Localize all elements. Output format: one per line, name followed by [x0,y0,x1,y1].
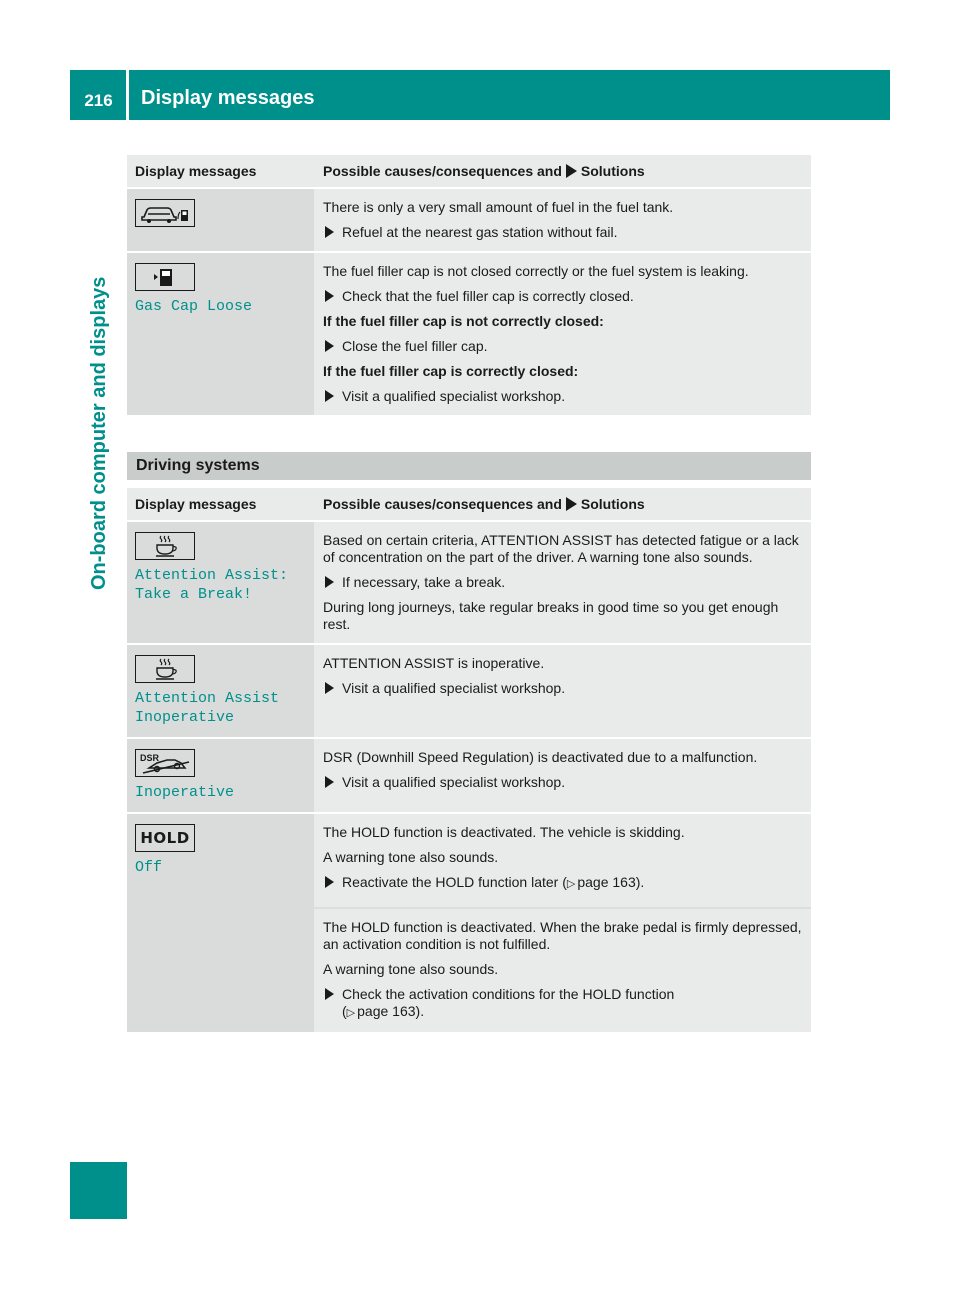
step-arrow-icon [325,876,334,888]
table-row [127,738,811,813]
step-text-after: ). [415,1003,425,1019]
solution-arrow-icon [566,497,577,511]
step-arrow-icon [325,340,334,352]
display-cell [127,188,314,252]
display-message-text: Inoperative [135,784,235,801]
display-message-text: Take a Break! [135,586,253,603]
table-row [127,644,811,738]
step-text: If necessary, take a break. [342,574,506,590]
column-header-display-messages: Display messages [127,488,314,521]
display-cell [127,252,314,415]
table-row [127,252,811,415]
step-arrow-icon [325,226,334,238]
step-arrow-icon [325,988,334,1000]
action-step [323,680,805,697]
description-text: The HOLD function is deactivated. The vehicle is skidding. [323,824,685,840]
low-fuel-icon [135,199,195,227]
column-header-solutions-text: Solutions [580,163,645,179]
action-step [323,388,805,405]
description-text: ATTENTION ASSIST is inoperative. [323,655,545,671]
page-reference-icon: ▷ [346,1007,356,1019]
display-message-text: Inoperative [135,709,235,726]
step-text-after: ). [635,874,645,890]
step-text: Visit a qualified specialist workshop. [342,680,566,696]
page-reference-icon: ▷ [566,878,576,890]
step-text-main: Check the activation conditions for the HOLD function [342,986,675,1002]
coffee-cup-icon [135,532,195,560]
step-arrow-icon [325,776,334,788]
page-reference-link[interactable]: page 163 [577,874,636,890]
step-text: Visit a qualified specialist workshop. [342,388,566,404]
solution-cell [314,644,811,738]
solution-cell [314,813,811,908]
table-row [127,188,811,252]
action-step [323,288,805,305]
display-cell [127,813,314,1032]
display-messages-table-fuel [127,155,811,415]
page-number: 216 [70,70,127,120]
description-text: The fuel filler cap is not closed correctly or the fuel system is leaking. [323,263,749,279]
action-step [323,338,805,355]
description-text: A warning tone also sounds. [323,849,499,865]
display-messages-table-driving [127,488,811,1032]
column-header-causes-solutions [314,488,811,521]
column-header-causes-solutions [314,155,811,188]
side-tab-marker [70,1162,127,1219]
step-arrow-icon [325,290,334,302]
step-text [342,874,644,893]
action-step [323,774,805,791]
display-message-text: Off [135,859,163,876]
description-text: The HOLD function is deactivated. When the brake pedal is firmly depressed, an activation condition is not fulfilled. [323,919,802,952]
step-text: Refuel at the nearest gas station without fail. [342,224,618,240]
column-header-display-messages: Display messages [127,155,314,188]
step-arrow-icon [325,390,334,402]
page-reference-link[interactable]: page 163 [357,1003,416,1019]
column-header-causes-text: Possible causes/consequences and [323,163,562,179]
action-step [323,986,805,1022]
coffee-cup-icon [135,655,195,683]
header-divider [126,70,129,120]
display-cell [127,521,314,644]
action-step [323,574,805,591]
display-cell [127,738,314,813]
step-text-main: Reactivate the HOLD function later ( [342,874,567,890]
solution-cell [314,521,811,644]
step-text: Visit a qualified specialist workshop. [342,774,566,790]
description-text: DSR (Downhill Speed Regulation) is deactivated due to a malfunction. [323,749,758,765]
step-text: Check that the fuel filler cap is correctly closed. [342,288,634,304]
solution-arrow-icon [566,164,577,178]
solution-cell [314,188,811,252]
display-message-text: Attention Assist [135,690,280,707]
hold-icon: HOLD [135,824,195,852]
display-message-text: Attention Assist: [135,567,289,584]
display-message-text: Gas Cap Loose [135,298,253,315]
dsr-icon [135,749,195,777]
action-step [323,874,805,893]
side-tab-label: On-board computer and displays [88,276,110,590]
column-header-causes-text: Possible causes/consequences and [323,496,562,512]
condition-heading: If the fuel filler cap is not correctly closed: [323,313,604,329]
table-row [127,813,811,908]
solution-cell [314,908,811,1032]
solution-cell [314,738,811,813]
action-step [323,224,805,241]
step-arrow-icon [325,682,334,694]
section-title: Driving systems [136,457,260,474]
column-header-solutions-text: Solutions [580,496,645,512]
table-row [127,521,811,644]
fuel-cap-icon [135,263,195,291]
step-text: Close the fuel filler cap. [342,338,488,354]
description-text: Based on certain criteria, ATTENTION ASSIST has detected fatigue or a lack of concentration on the part of the driver. A warning tone also sounds. [323,532,799,565]
description-text: During long journeys, take regular breaks in good time so you get enough rest. [323,599,779,632]
description-text: There is only a very small amount of fuel in the fuel tank. [323,199,674,215]
page-title: Display messages [141,87,315,109]
solution-cell [314,252,811,415]
step-text: Check the activation conditions for the HOLD function (▷ page 163). [342,986,674,1022]
description-text: A warning tone also sounds. [323,961,499,977]
display-cell [127,644,314,738]
step-arrow-icon [325,576,334,588]
condition-heading: If the fuel filler cap is correctly closed: [323,363,579,379]
dsr-icon-label: DSR [140,753,160,763]
